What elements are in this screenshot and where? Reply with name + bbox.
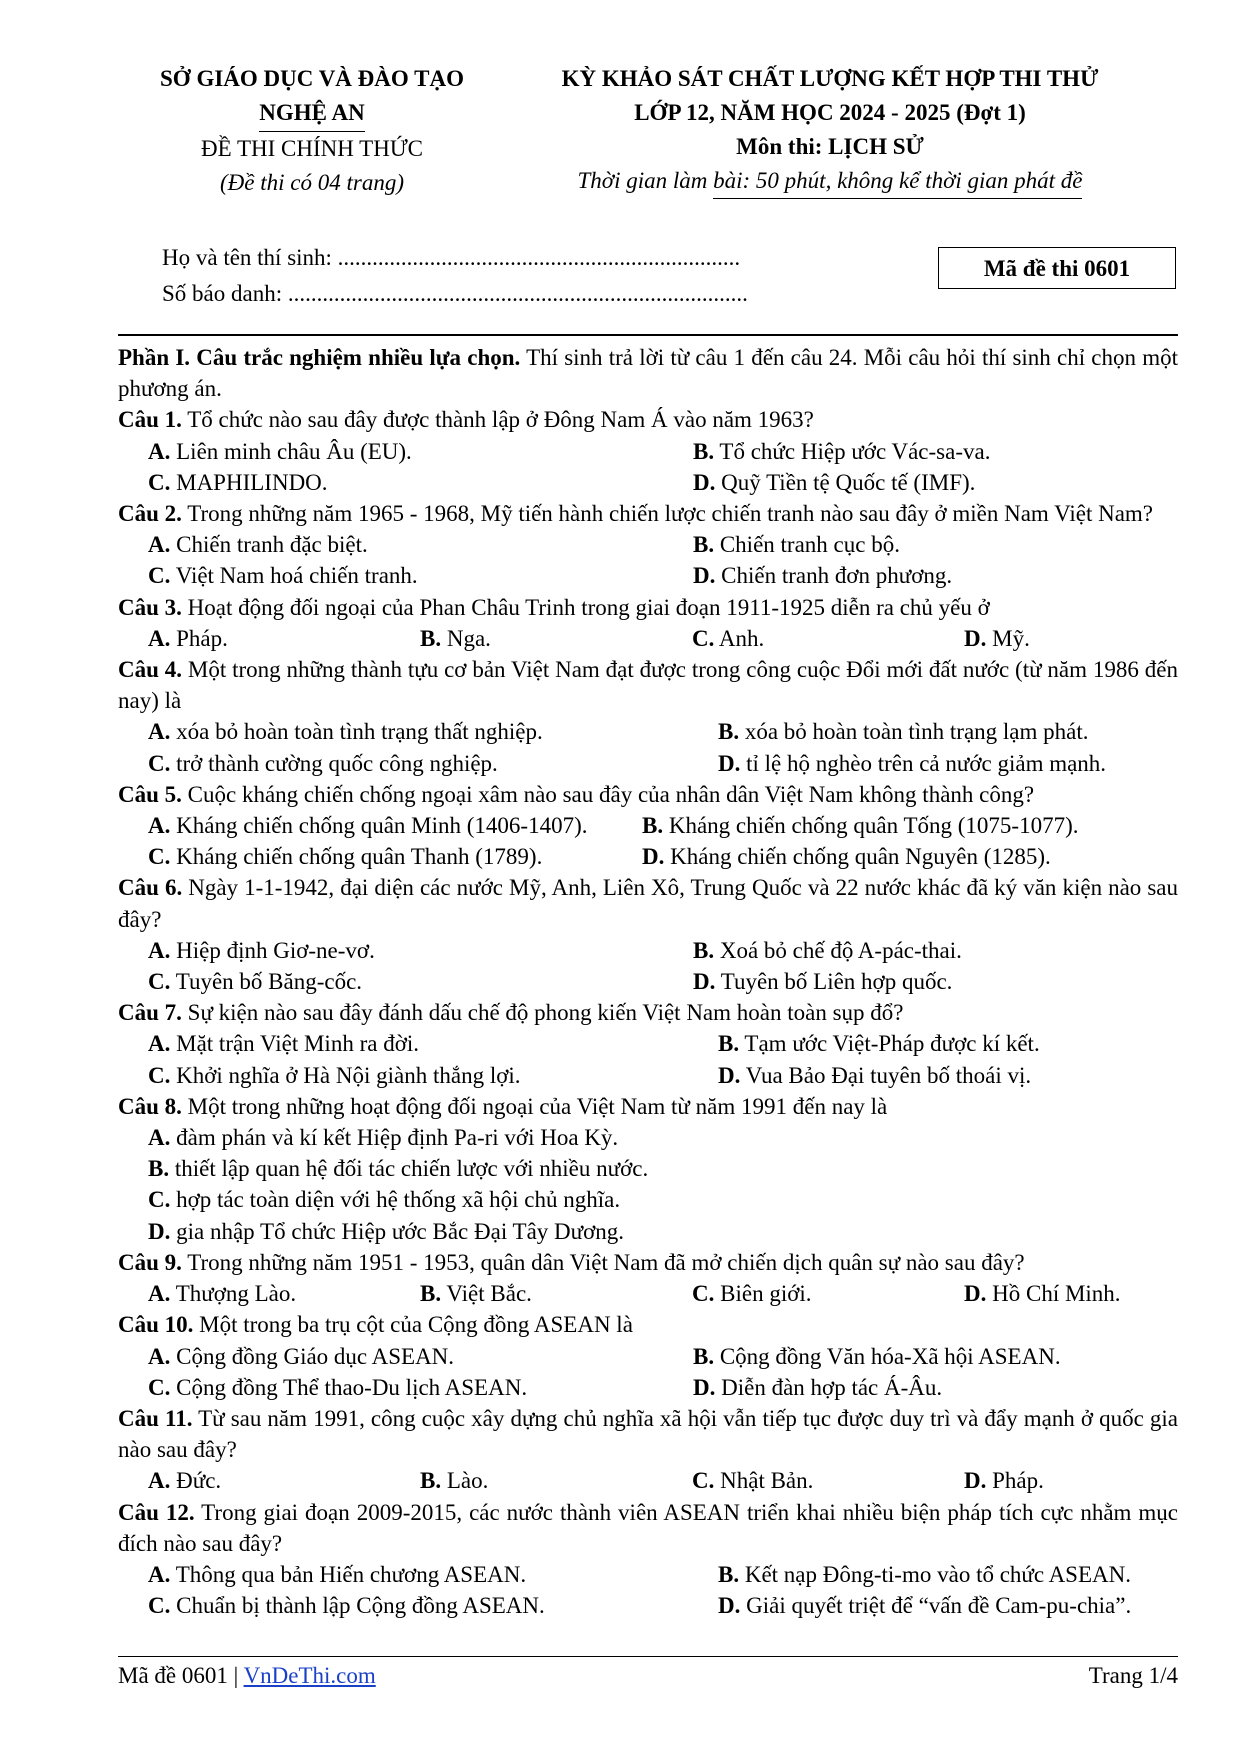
option-text: Chiến tranh đặc biệt. bbox=[170, 532, 368, 558]
candidate-id-field[interactable]: Số báo danh: ................................................................................ bbox=[162, 281, 748, 306]
question-stem bbox=[118, 872, 1178, 934]
option-letter: B. bbox=[693, 438, 715, 464]
question-stem bbox=[118, 1091, 1178, 1122]
question-7 bbox=[118, 997, 1178, 1091]
option-text: Việt Nam hoá chiến tranh. bbox=[170, 563, 418, 589]
answer-option[interactable] bbox=[148, 841, 642, 872]
answer-option[interactable] bbox=[148, 467, 693, 498]
answer-option[interactable] bbox=[692, 1278, 964, 1309]
option-letter: C. bbox=[692, 1281, 715, 1307]
option-text: Tuyên bố Liên hợp quốc. bbox=[715, 969, 953, 995]
option-letter: D. bbox=[148, 1218, 171, 1244]
question-text: Trong giai đoạn 2009-2015, các nước thành viên ASEAN triển khai nhiều biện pháp tích cực nhằm mục đích nào sau đây? bbox=[118, 1499, 1178, 1556]
option-text: Kháng chiến chống quân Minh (1406-1407). bbox=[170, 813, 588, 839]
question-10 bbox=[118, 1309, 1178, 1403]
question-text: Hoạt động đối ngoại của Phan Châu Trinh trong giai đoạn 1911-1925 diễn ra chủ yếu ở bbox=[181, 594, 990, 620]
answer-options bbox=[118, 1278, 1178, 1309]
option-letter: B. bbox=[642, 813, 664, 839]
option-letter: C. bbox=[148, 1062, 171, 1088]
question-stem bbox=[118, 1309, 1178, 1340]
answer-option[interactable] bbox=[420, 623, 692, 654]
exam-time bbox=[520, 164, 1140, 199]
footer bbox=[118, 1660, 1178, 1692]
question-text: Tổ chức nào sau đây được thành lập ở Đông Nam Á vào năm 1963? bbox=[181, 407, 814, 433]
candidate-name-field[interactable]: Họ và tên thí sinh: ...................................................................... bbox=[162, 245, 741, 270]
question-label: Câu 4. bbox=[118, 657, 183, 683]
option-letter: A. bbox=[148, 1561, 171, 1587]
option-letter: B. bbox=[420, 625, 442, 651]
option-letter: B. bbox=[718, 1561, 740, 1587]
answer-options bbox=[118, 810, 1178, 872]
question-4 bbox=[118, 654, 1178, 779]
footer-code: Mã đề 0601 | bbox=[118, 1663, 244, 1688]
option-text: Việt Bắc. bbox=[441, 1281, 532, 1307]
option-text: Cộng đồng Giáo dục ASEAN. bbox=[170, 1343, 455, 1369]
question-label: Câu 2. bbox=[118, 501, 182, 527]
time-prefix: Thời gian làm bbox=[577, 168, 714, 193]
option-letter: C. bbox=[148, 563, 171, 589]
header-divider bbox=[118, 334, 1178, 336]
answer-option[interactable] bbox=[420, 1465, 692, 1496]
option-letter: C. bbox=[692, 1468, 715, 1494]
department-name: SỞ GIÁO DỤC VÀ ĐÀO TẠO bbox=[160, 66, 464, 91]
questions-section bbox=[118, 342, 1178, 1621]
answer-option[interactable] bbox=[693, 560, 1178, 591]
question-11 bbox=[118, 1403, 1178, 1497]
answer-option[interactable] bbox=[718, 716, 1178, 747]
answer-option[interactable] bbox=[148, 748, 718, 779]
answer-option[interactable] bbox=[718, 748, 1178, 779]
answer-option[interactable] bbox=[964, 623, 1178, 654]
subject-prefix: Môn thi: bbox=[736, 134, 829, 159]
answer-option[interactable] bbox=[148, 623, 420, 654]
option-text: tỉ lệ hộ nghèo trên cả nước giảm mạnh. bbox=[740, 750, 1107, 776]
option-text: Kháng chiến chống quân Tống (1075-1077). bbox=[663, 813, 1079, 839]
answer-options bbox=[118, 1028, 1178, 1090]
option-letter: D. bbox=[964, 1281, 987, 1307]
answer-option[interactable] bbox=[693, 529, 1178, 560]
answer-option[interactable] bbox=[693, 1341, 1178, 1372]
answer-option[interactable] bbox=[148, 529, 693, 560]
option-text: Pháp. bbox=[170, 625, 228, 651]
answer-option[interactable] bbox=[693, 467, 1178, 498]
question-text: Từ sau năm 1991, công cuộc xây dựng chủ nghĩa xã hội vẫn tiếp tục được duy trì và đẩy mạnh ở quốc gia nào sau đây? bbox=[118, 1405, 1178, 1463]
answer-option[interactable] bbox=[642, 841, 1178, 872]
exam-title: KỲ KHẢO SÁT CHẤT LƯỢNG KẾT HỢP THI THỬ bbox=[561, 66, 1099, 91]
answer-option[interactable] bbox=[148, 1060, 718, 1091]
question-label: Câu 8. bbox=[118, 1093, 182, 1119]
question-stem bbox=[118, 498, 1178, 529]
option-letter: A. bbox=[148, 937, 171, 963]
answer-option[interactable] bbox=[718, 1028, 1178, 1059]
option-letter: B. bbox=[693, 1343, 715, 1369]
option-text: MAPHILINDO. bbox=[170, 469, 328, 495]
option-text: Xoá bỏ chế độ A-pác-thai. bbox=[714, 937, 962, 963]
question-label: Câu 1. bbox=[118, 407, 182, 433]
question-label: Câu 11. bbox=[118, 1405, 193, 1431]
question-text: Cuộc kháng chiến chống ngoại xâm nào sau đây của nhân dân Việt Nam không thành công? bbox=[181, 781, 1035, 807]
option-text: Kết nạp Đông-ti-mo vào tổ chức ASEAN. bbox=[739, 1561, 1131, 1587]
question-label: Câu 9. bbox=[118, 1249, 182, 1275]
option-text: xóa bỏ hoàn toàn tình trạng lạm phát. bbox=[739, 719, 1089, 745]
option-text: Quỹ Tiền tệ Quốc tế (IMF). bbox=[715, 469, 976, 495]
option-text: Mặt trận Việt Minh ra đời. bbox=[170, 1031, 419, 1057]
province-name: NGHỆ AN bbox=[259, 96, 364, 132]
page-number: Trang 1/4 bbox=[1088, 1663, 1178, 1688]
answer-options bbox=[118, 935, 1178, 997]
answer-option[interactable] bbox=[148, 966, 693, 997]
option-text: Thông qua bản Hiến chương ASEAN. bbox=[170, 1561, 527, 1587]
answer-option[interactable] bbox=[692, 623, 964, 654]
answer-options bbox=[118, 1465, 1178, 1496]
option-text: Nhật Bản. bbox=[714, 1468, 814, 1494]
option-letter: A. bbox=[148, 532, 171, 558]
question-12 bbox=[118, 1497, 1178, 1622]
answer-options bbox=[118, 623, 1178, 654]
option-letter: D. bbox=[964, 625, 987, 651]
option-letter: C. bbox=[692, 625, 715, 651]
option-text: Kháng chiến chống quân Nguyên (1285). bbox=[664, 844, 1051, 870]
option-letter: D. bbox=[693, 563, 716, 589]
option-text: Lào. bbox=[441, 1468, 489, 1494]
subject-name: LỊCH SỬ bbox=[828, 134, 924, 159]
answer-options bbox=[118, 1341, 1178, 1403]
option-letter: A. bbox=[148, 1125, 171, 1151]
option-letter: D. bbox=[964, 1468, 987, 1494]
question-stem bbox=[118, 654, 1178, 716]
option-letter: A. bbox=[148, 813, 171, 839]
question-text: Một trong ba trụ cột của Cộng đồng ASEAN là bbox=[193, 1312, 633, 1338]
option-text: Pháp. bbox=[986, 1468, 1044, 1494]
option-text: hợp tác toàn diện với hệ thống xã hội chủ nghĩa. bbox=[170, 1187, 621, 1213]
question-text: Trong những năm 1965 - 1968, Mỹ tiến hành chiến lược chiến tranh nào sau đây ở miền Nam Việt Nam? bbox=[181, 501, 1154, 527]
candidate-info bbox=[162, 240, 748, 312]
answer-option[interactable] bbox=[148, 1122, 1178, 1153]
question-stem bbox=[118, 1247, 1178, 1278]
answer-option[interactable] bbox=[148, 1372, 693, 1403]
answer-option[interactable] bbox=[148, 560, 693, 591]
answer-option[interactable] bbox=[420, 1278, 692, 1309]
option-text: Kháng chiến chống quân Thanh (1789). bbox=[170, 844, 543, 870]
answer-option[interactable] bbox=[148, 1590, 718, 1621]
pages-note: (Đề thi có 04 trang) bbox=[220, 170, 404, 195]
option-letter: C. bbox=[148, 750, 171, 776]
answer-option[interactable] bbox=[693, 1372, 1178, 1403]
answer-option[interactable] bbox=[693, 966, 1178, 997]
option-letter: A. bbox=[148, 719, 171, 745]
question-3 bbox=[118, 592, 1178, 654]
option-text: Giải quyết triệt để “vấn đề Cam-pu-chia”. bbox=[740, 1593, 1132, 1619]
question-list bbox=[118, 404, 1178, 1621]
answer-option[interactable] bbox=[148, 810, 642, 841]
option-letter: A. bbox=[148, 1281, 171, 1307]
question-label: Câu 12. bbox=[118, 1499, 195, 1525]
answer-option[interactable] bbox=[692, 1465, 964, 1496]
question-label: Câu 3. bbox=[118, 594, 182, 620]
exam-subject bbox=[520, 130, 1140, 164]
option-text: Cộng đồng Văn hóa-Xã hội ASEAN. bbox=[714, 1343, 1061, 1369]
question-stem bbox=[118, 1497, 1178, 1559]
option-text: Đức. bbox=[170, 1468, 222, 1494]
option-letter: D. bbox=[693, 1374, 716, 1400]
question-2 bbox=[118, 498, 1178, 592]
option-text: Anh. bbox=[714, 625, 765, 651]
option-letter: C. bbox=[148, 469, 171, 495]
question-text: Ngày 1-1-1942, đại diện các nước Mỹ, Anh, Liên Xô, Trung Quốc và 22 nước khác đã ký văn kiện nào sau đây? bbox=[118, 875, 1179, 932]
answer-option[interactable] bbox=[693, 935, 1178, 966]
option-text: thiết lập quan hệ đối tác chiến lược với nhiều nước. bbox=[169, 1156, 649, 1182]
answer-options bbox=[118, 436, 1178, 498]
option-letter: B. bbox=[148, 1156, 170, 1182]
question-1 bbox=[118, 404, 1178, 498]
answer-option[interactable] bbox=[148, 436, 693, 467]
option-letter: A. bbox=[148, 1031, 171, 1057]
answer-option[interactable] bbox=[693, 436, 1178, 467]
question-label: Câu 7. bbox=[118, 1000, 182, 1026]
header-right bbox=[520, 62, 1140, 199]
option-text: Hiệp định Giơ-ne-vơ. bbox=[170, 937, 375, 963]
option-letter: C. bbox=[148, 969, 171, 995]
time-detail: bài: 50 phút, không kể thời gian phát đề bbox=[713, 164, 1082, 199]
question-text: Một trong những hoạt động đối ngoại của Việt Nam từ năm 1991 đến nay là bbox=[181, 1093, 888, 1119]
option-text: Tạm ước Việt-Pháp được kí kết. bbox=[739, 1031, 1040, 1057]
option-letter: D. bbox=[718, 1062, 741, 1088]
option-text: Chuẩn bị thành lập Cộng đồng ASEAN. bbox=[170, 1593, 545, 1619]
answer-options bbox=[118, 1122, 1178, 1247]
question-stem bbox=[118, 1403, 1178, 1465]
question-9 bbox=[118, 1247, 1178, 1309]
answer-option[interactable] bbox=[148, 716, 718, 747]
option-letter: A. bbox=[148, 1468, 171, 1494]
question-label: Câu 5. bbox=[118, 781, 182, 807]
answer-options bbox=[118, 1559, 1178, 1621]
option-text: xóa bỏ hoàn toàn tình trạng thất nghiệp. bbox=[170, 719, 543, 745]
answer-options bbox=[118, 716, 1178, 778]
part-title: Phần I. Câu trắc nghiệm nhiều lựa chọn. bbox=[118, 345, 521, 370]
question-text: Một trong những thành tựu cơ bản Việt Nam đạt được trong công cuộc Đổi mới đất nước (từ năm 1986 đến nay) là bbox=[118, 657, 1178, 714]
answer-option[interactable] bbox=[148, 1184, 1178, 1215]
option-letter: D. bbox=[693, 969, 716, 995]
option-letter: D. bbox=[718, 750, 741, 776]
question-label: Câu 10. bbox=[118, 1312, 194, 1338]
answer-option[interactable] bbox=[148, 1559, 718, 1590]
answer-option[interactable] bbox=[718, 1559, 1178, 1590]
option-letter: D. bbox=[693, 469, 716, 495]
answer-option[interactable] bbox=[148, 1153, 1178, 1184]
answer-option[interactable] bbox=[148, 1341, 693, 1372]
part-instructions bbox=[118, 342, 1178, 404]
option-text: Nga. bbox=[441, 625, 491, 651]
answer-option[interactable] bbox=[642, 810, 1178, 841]
option-text: gia nhập Tổ chức Hiệp ước Bắc Đại Tây Dương. bbox=[170, 1218, 625, 1244]
option-letter: B. bbox=[718, 719, 740, 745]
option-text: Cộng đồng Thể thao-Du lịch ASEAN. bbox=[170, 1374, 528, 1400]
option-letter: D. bbox=[642, 844, 665, 870]
exam-code-box: Mã đề thi 0601 bbox=[938, 247, 1176, 289]
answer-option[interactable] bbox=[964, 1278, 1178, 1309]
option-letter: B. bbox=[420, 1281, 442, 1307]
option-letter: B. bbox=[693, 937, 715, 963]
option-text: Biên giới. bbox=[714, 1281, 812, 1307]
answer-options bbox=[118, 529, 1178, 591]
option-letter: C. bbox=[148, 1374, 171, 1400]
option-text: Hồ Chí Minh. bbox=[986, 1281, 1121, 1307]
header-left bbox=[132, 62, 492, 200]
answer-option[interactable] bbox=[148, 935, 693, 966]
option-letter: B. bbox=[718, 1031, 740, 1057]
option-letter: D. bbox=[718, 1593, 741, 1619]
option-letter: C. bbox=[148, 1187, 171, 1213]
part-description: Thí sinh trả lời từ câu 1 đến câu 24. Mỗi câu hỏi thí sinh chỉ chọn một phương án. bbox=[118, 345, 1178, 402]
option-text: Diễn đàn hợp tác Á-Âu. bbox=[715, 1374, 943, 1400]
option-letter: C. bbox=[148, 1593, 171, 1619]
question-label: Câu 6. bbox=[118, 875, 183, 901]
footer-divider bbox=[118, 1656, 1178, 1657]
answer-option[interactable] bbox=[148, 1465, 420, 1496]
option-letter: A. bbox=[148, 438, 171, 464]
official-label: ĐỀ THI CHÍNH THỨC bbox=[200, 136, 424, 161]
question-stem bbox=[118, 404, 1178, 435]
question-stem bbox=[118, 592, 1178, 623]
option-letter: A. bbox=[148, 625, 171, 651]
option-text: Liên minh châu Âu (EU). bbox=[170, 438, 412, 464]
answer-option[interactable] bbox=[148, 1028, 718, 1059]
question-text: Trong những năm 1951 - 1953, quân dân Việt Nam đã mở chiến dịch quân sự nào sau đây? bbox=[181, 1249, 1025, 1275]
question-8 bbox=[118, 1091, 1178, 1247]
answer-option[interactable] bbox=[718, 1060, 1178, 1091]
option-text: Chiến tranh đơn phương. bbox=[715, 563, 953, 589]
option-text: Vua Bảo Đại tuyên bố thoái vị. bbox=[740, 1062, 1032, 1088]
question-stem bbox=[118, 997, 1178, 1028]
option-text: Tổ chức Hiệp ước Vác-sa-va. bbox=[714, 438, 991, 464]
option-letter: B. bbox=[693, 532, 715, 558]
option-letter: A. bbox=[148, 1343, 171, 1369]
footer-link[interactable]: VnDeThi.com bbox=[243, 1663, 376, 1688]
option-text: Thượng Lào. bbox=[170, 1281, 297, 1307]
question-stem bbox=[118, 779, 1178, 810]
exam-grade-year: LỚP 12, NĂM HỌC 2024 - 2025 (Đợt 1) bbox=[634, 100, 1026, 125]
question-6 bbox=[118, 872, 1178, 997]
question-text: Sự kiện nào sau đây đánh dấu chế độ phong kiến Việt Nam hoàn toàn sụp đổ? bbox=[181, 1000, 904, 1026]
option-text: Tuyên bố Băng-cốc. bbox=[170, 969, 363, 995]
answer-option[interactable] bbox=[148, 1216, 1178, 1247]
question-5 bbox=[118, 779, 1178, 873]
answer-option[interactable] bbox=[718, 1590, 1178, 1621]
option-text: Khởi nghĩa ở Hà Nội giành thắng lợi. bbox=[170, 1062, 521, 1088]
option-text: trở thành cường quốc công nghiệp. bbox=[170, 750, 498, 776]
option-text: Mỹ. bbox=[986, 625, 1030, 651]
answer-option[interactable] bbox=[148, 1278, 420, 1309]
option-letter: C. bbox=[148, 844, 171, 870]
option-letter: B. bbox=[420, 1468, 442, 1494]
answer-option[interactable] bbox=[964, 1465, 1178, 1496]
option-text: Chiến tranh cục bộ. bbox=[714, 532, 900, 558]
option-text: đàm phán và kí kết Hiệp định Pa-ri với Hoa Kỳ. bbox=[170, 1125, 619, 1151]
